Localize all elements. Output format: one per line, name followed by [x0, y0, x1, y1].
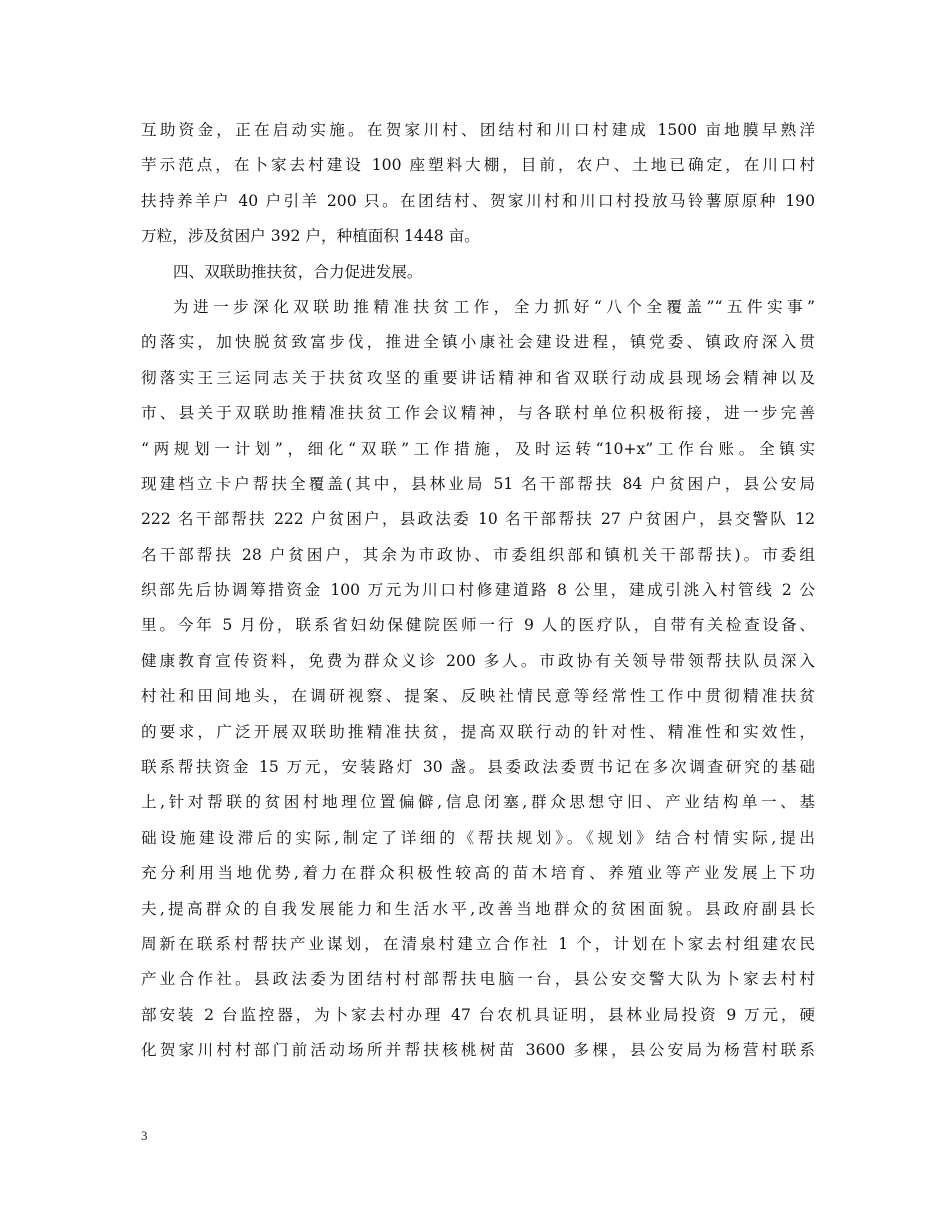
text-line: 扶持养羊户 40 户引羊 200 只。在团结村、贺家川村和川口村投放马铃薯原原种 190 — [141, 191, 815, 210]
text-line: 现建档立卡户帮扶全覆盖(其中，县林业局 51 名干部帮扶 84 户贫困户，县公安局 — [141, 474, 815, 493]
text-line: 健康教育宣传资料，免费为群众义诊 200 多人。市政协有关领导带领帮扶队员深入 — [141, 651, 815, 670]
text-line: 为进一步深化双联助推精准扶贫工作，全力抓好“八个全覆盖”“五件实事” — [173, 297, 815, 316]
text-line: 彻落实王三运同志关于扶贫攻坚的重要讲话精神和省双联行动成县现场会精神以及 — [141, 368, 815, 387]
text-line: 础设施建设滞后的实际,制定了详细的《帮扶规划》。《规划》结合村情实际,提出 — [141, 828, 815, 847]
text-line: 夫,提高群众的自我发展能力和生活水平,改善当地群众的贫困面貌。县政府副县长 — [141, 899, 815, 918]
text-line: “两规划一计划”，细化“双联”工作措施，及时运转“10+x”工作台账。全镇实 — [141, 439, 815, 458]
text-line: 市、县关于双联助推精准扶贫工作会议精神，与各联村单位积极衔接，进一步完善 — [141, 404, 815, 423]
text-line: 织部先后协调筹措资金 100 万元为川口村修建道路 8 公里，建成引洮入村管线 2 公 — [141, 581, 815, 600]
text-line: 的要求，广泛开展双联助推精准扶贫，提高双联行动的针对性、精准性和实效性， — [141, 722, 815, 741]
section-heading: 四、双联助推扶贫，合力促进发展。 — [173, 262, 423, 281]
text-line: 里。今年 5 月份，联系省妇幼保健院医师一行 9 人的医疗队，自带有关检查设备、 — [141, 616, 815, 635]
body-text — [141, 113, 815, 1069]
text-line: 222 名干部帮扶 222 户贫困户，县政法委 10 名干部帮扶 27 户贫困户，县交警队 12 — [141, 510, 815, 529]
page-number: 3 — [141, 1128, 148, 1143]
text-line: 上,针对帮联的贫困村地理位置偏僻,信息闭塞,群众思想守旧、产业结构单一、基 — [141, 793, 815, 812]
text-line: 化贺家川村村部门前活动场所并帮扶核桃树苗 3600 多棵，县公安局为杨营村联系 — [141, 1041, 815, 1060]
text-line: 的落实，加快脱贫致富步伐，推进全镇小康社会建设进程，镇党委、镇政府深入贯 — [141, 333, 815, 352]
text-line: 联系帮扶资金 15 万元，安装路灯 30 盏。县委政法委贾书记在多次调查研究的基础 — [141, 758, 815, 777]
text-line: 部安装 2 台监控器，为卜家去村办理 47 台农机具证明，县林业局投资 9 万元，硬 — [141, 1005, 815, 1024]
text-line: 村社和田间地头，在调研视察、提案、反映社情民意等经常性工作中贯彻精准扶贫 — [141, 687, 815, 706]
text-line: 芋示范点，在卜家去村建设 100 座塑料大棚，目前，农户、土地已确定，在川口村 — [141, 156, 815, 175]
text-line: 万粒，涉及贫困户 392 户，种植面积 1448 亩。 — [141, 227, 480, 246]
text-line: 互助资金，正在启动实施。在贺家川村、团结村和川口村建成 1500 亩地膜早熟洋 — [141, 121, 815, 139]
text-line: 周新在联系村帮扶产业谋划，在清泉村建立合作社 1 个，计划在卜家去村组建农民 — [141, 934, 815, 953]
text-line: 充分利用当地优势,着力在群众积极性较高的苗木培育、养殖业等产业发展上下功 — [141, 864, 815, 883]
text-line: 产业合作社。县政法委为团结村村部帮扶电脑一台，县公安交警大队为卜家去村村 — [141, 970, 815, 989]
text-line: 名干部帮扶 28 户贫困户，其余为市政协、市委组织部和镇机关干部帮扶)。市委组 — [141, 545, 815, 564]
